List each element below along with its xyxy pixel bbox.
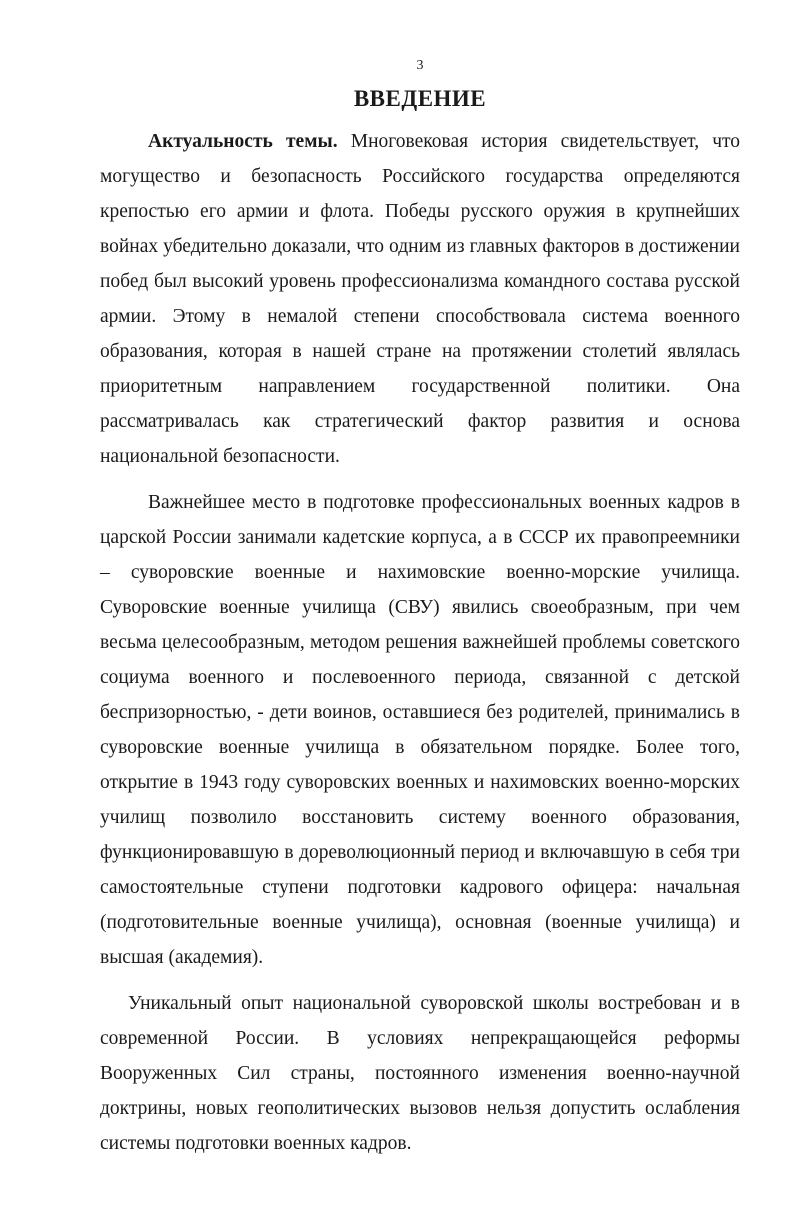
document-body xyxy=(100,124,740,1161)
paragraph-modern-russia: Уникальный опыт национальной суворовской школы востребован и в современной России. В условиях непрекращающейся реформы Вооруженных Сил страны, постоянного изменения военно-научной доктрины, новых геополитических вызовов нельзя допустить ослабления системы подготовки военных кадров. xyxy=(100,993,740,1154)
paragraph-cadet-corps: Важнейшее место в подготовке профессиональных военных кадров в царской России занимали кадетские корпуса, а в СССР их правопреемники – суворовские военные и нахимовские военно-морские училища. Суворовские военные училища (СВУ) явились своеобразным, при чем весьма целесообразным, методом решения важнейшей проблемы советского социума военного и послевоенного периода, связанной с детской беспризорностью, - дети воинов, оставшиеся без родителей, принимались в суворовские военные училища в обязательном порядке. Более того, открытие в 1943 году суворовских военных и нахимовских военно-морских училищ позволило восстановить систему военного образования, функционировавшую в дореволюционный период и включавшую в себя три самостоятельные ступени подготовки кадрового офицера: начальная (подготовительные военные училища), основная (военные училища) и высшая (академия). xyxy=(100,492,740,968)
paragraph-text: Многовековая история свидетельствует, что могущество и безопасность Российского государства определяются крепостью его армии и флота. Победы русского оружия в крупнейших войнах убедительно доказали, что одним из главных факторов в достижении побед был высокий уровень профессионализма командного состава русской армии. Этому в немалой степени способствовала система военного образования, которая в нашей стране на протяжении столетий являлась приоритетным направлением государственной политики. Она рассматривалась как стратегический фактор развития и основа национальной безопасности. xyxy=(100,131,741,467)
paragraph-lead: Актуальность темы. xyxy=(148,131,338,152)
paragraph-relevance xyxy=(100,124,740,474)
page-number: 3 xyxy=(416,58,424,73)
page-title: ВВЕДЕНИЕ xyxy=(353,86,487,111)
